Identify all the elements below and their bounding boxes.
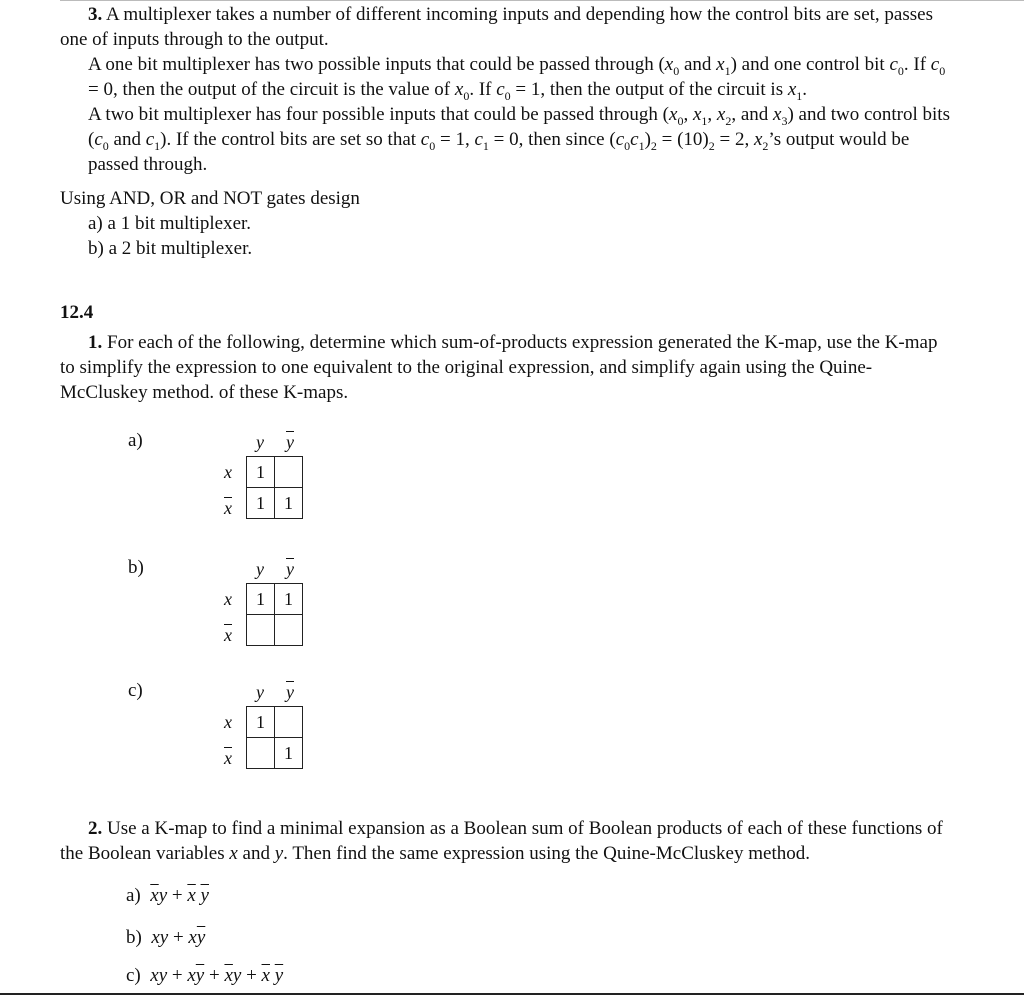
kmap-a: [128, 430, 348, 540]
kmap-grid: [246, 706, 303, 769]
kmap-b: [128, 557, 348, 667]
problem-number: 3.: [88, 4, 103, 25]
kmap-cell: [275, 615, 303, 646]
kmap-cell: 1: [247, 457, 275, 488]
kmap-cell: 1: [275, 584, 303, 615]
question-2-text: 2. Use a K-map to find a minimal expansion as a Boolean sum of Boolean products of each of these functions of the Boolean variables x and y. Then find the same expression using the Quine-McCluskey method.: [60, 818, 943, 864]
kmap-cell: 1: [275, 488, 303, 519]
kmap-ybar-header: $\overline{y}$: [286, 559, 294, 579]
top-rule: [60, 0, 1024, 1]
problem-3-intro: [60, 2, 950, 52]
section-number: 12.4: [60, 302, 94, 323]
kmap-label: a): [128, 430, 143, 451]
question-number: 1.: [88, 332, 103, 353]
design-prompt: Using AND, OR and NOT gates design: [60, 188, 360, 209]
problem-text: A multiplexer takes a number of different incoming inputs and depending how the control bits are set, passes one of inputs through to the output.: [60, 4, 933, 50]
kmap-label: c): [128, 680, 143, 701]
kmap-x-row-label: x: [224, 589, 232, 609]
kmap-cell: [275, 707, 303, 738]
kmap-label: b): [128, 557, 144, 578]
kmap-cell: [247, 615, 275, 646]
question-2: [60, 816, 950, 866]
kmap-x-row-label: x: [224, 462, 232, 482]
kmap-cell: 1: [247, 488, 275, 519]
expression-b: b) xy + $x\overline{y}$: [126, 927, 206, 948]
question-number: 2.: [88, 818, 103, 839]
problem-3: [60, 2, 950, 177]
kmap-xbar-row-label: $\overline{x}$: [224, 625, 232, 645]
kmap-y-header: y: [256, 559, 264, 579]
kmap-cell: [275, 457, 303, 488]
expression-a: a) $\overline{x}y + \overline{x}$ $\overline{y}$: [126, 885, 209, 906]
kmap-c: [128, 680, 348, 790]
one-bit-paragraph: A one bit multiplexer has two possible inputs that could be passed through ($x_0$ and $x_1$) and one control bit $c_0$. If $c_0 = 0$, then the output of the circuit is the value of $x_0$. If $c_0 = 1$, then the output of the circuit is $x_1$.: [88, 54, 946, 103]
kmap-y-header: y: [256, 432, 264, 452]
kmap-cell: 1: [247, 584, 275, 615]
kmap-cell: 1: [247, 707, 275, 738]
kmap-grid: [246, 583, 303, 646]
question-1: [60, 330, 950, 405]
two-bit-paragraph: A two bit multiplexer has four possible inputs that could be passed through ($x_0$, $x_1$, $x_2$, and $x_3$) and two control bits ($c_0$ and $c_1$). If the control bits are set so that $c_0 = 1$, $c_1 = 0$, then since $(c_0c_1)_2 = (10)_2 = 2$, $x_2’s$ output would be passed through.: [88, 104, 950, 175]
kmap-ybar-header: $\overline{y}$: [286, 682, 294, 702]
kmap-grid: [246, 456, 303, 519]
expression-c: c) xy + $x\overline{y} + \overline{x}y + \overline{x}$ $\overline{y}$: [126, 965, 284, 986]
kmap-xbar-row-label: $\overline{x}$: [224, 748, 232, 768]
bottom-rule: [0, 993, 1024, 995]
kmap-cell: 1: [275, 738, 303, 769]
design-item-a: a) a 1 bit multiplexer.: [88, 213, 252, 234]
kmap-xbar-row-label: $\overline{x}$: [224, 498, 232, 518]
design-item-b: b) a 2 bit multiplexer.: [88, 238, 253, 259]
kmap-cell: [247, 738, 275, 769]
design-task: [60, 186, 950, 261]
section-heading: [60, 300, 950, 325]
kmap-ybar-header: $\overline{y}$: [286, 432, 294, 452]
kmap-x-row-label: x: [224, 712, 232, 732]
question-1-text: 1. For each of the following, determine which sum-of-products expression generated the K-map, use the K-map to simplify the expression to one equivalent to the original expression, and simplify again using the Quine-McCluskey method. of these K-maps.: [60, 332, 938, 403]
kmap-y-header: y: [256, 682, 264, 702]
